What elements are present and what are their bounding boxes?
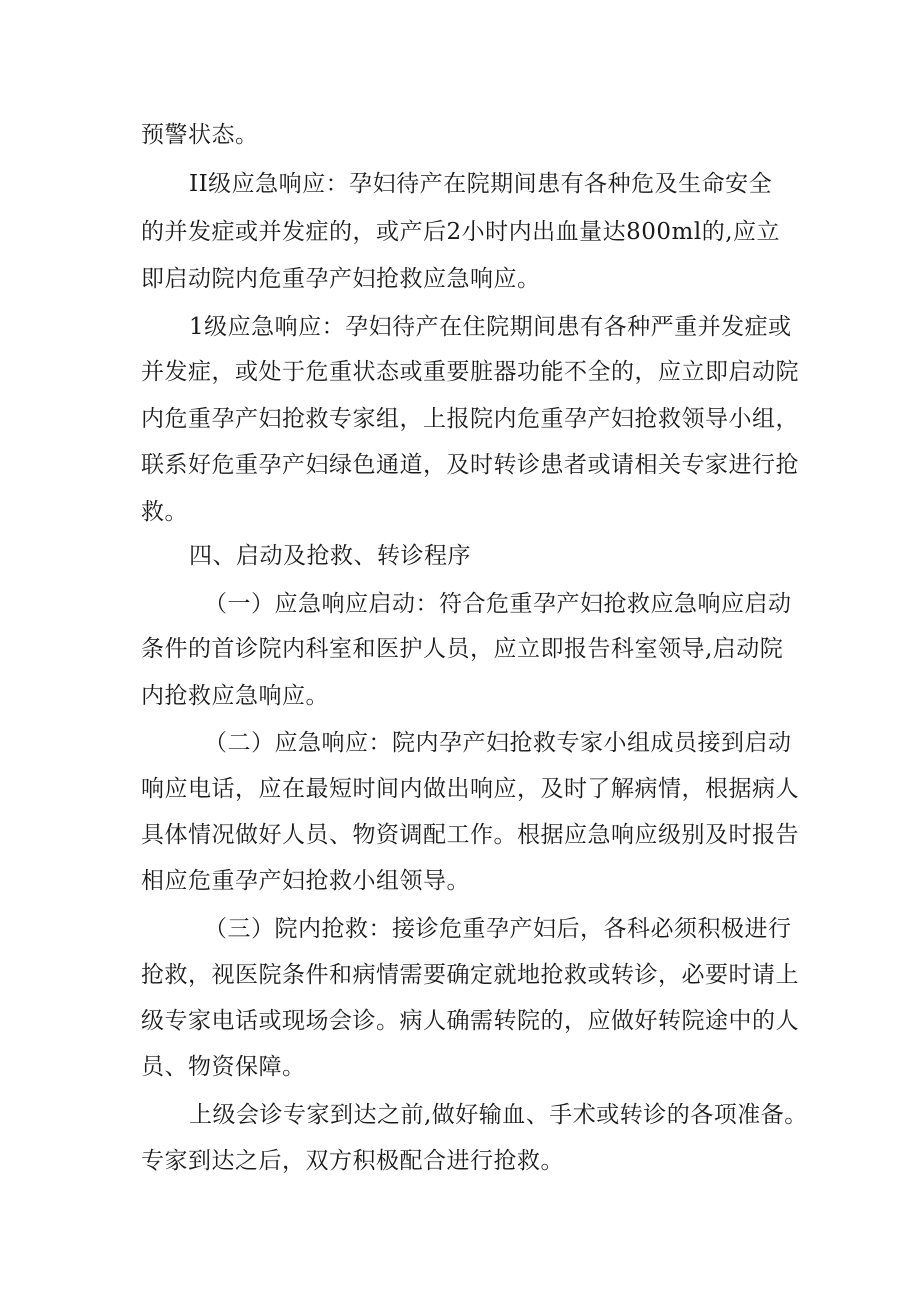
text-line: 即启动院内危重孕产妇抢救应急响应。 xyxy=(141,266,541,292)
text-line: 救。 xyxy=(141,499,188,525)
text-line: 条件的首诊院内科室和医护人员，应立即报告科室领导,启动院 xyxy=(141,636,784,662)
text-line: II级应急响应：孕妇待产在院期间患有各种危及生命安全 xyxy=(189,171,773,197)
text-line: 联系好危重孕产妇绿色通道，及时转诊患者或请相关专家进行抢 xyxy=(141,452,799,478)
text-line: 抢救，视医院条件和病情需要确定就地抢救或转诊，必要时请上 xyxy=(141,962,799,988)
text-line: 员、物资保障。 xyxy=(141,1054,306,1080)
text-line: 响应电话，应在最短时间内做出响应，及时了解病情，根据病人 xyxy=(141,776,799,802)
text-line: （三）院内抢救：接诊危重孕产妇后，各科必须积极进行 xyxy=(204,916,792,942)
text-line: （二）应急响应：院内孕产妇抢救专家小组成员接到启动 xyxy=(204,730,792,756)
text-line: 内危重孕产妇抢救专家组，上报院内危重孕产妇抢救领导小组， xyxy=(141,406,799,432)
section-heading: 四、启动及抢救、转诊程序 xyxy=(189,543,471,569)
text-line: 并发症，或处于危重状态或重要脏器功能不全的，应立即启动院 xyxy=(141,359,799,385)
text-line: 相应危重孕产妇抢救小组领导。 xyxy=(141,868,470,894)
text-line: 级专家电话或现场会诊。病人确需转院的，应做好转院途中的人 xyxy=(141,1008,799,1034)
text-line: 内抢救应急响应。 xyxy=(141,683,329,709)
text-line: 具体情况做好人员、物资调配工作。根据应急响应级别及时报告 xyxy=(141,822,799,848)
text-line: 专家到达之后，双方积极配合进行抢救。 xyxy=(141,1148,564,1174)
text-line: （一）应急响应启动：符合危重孕产妇抢救应急响应启动 xyxy=(204,591,792,617)
text-line: 的并发症或并发症的，或产后2小时内出血量达800ml的,应立 xyxy=(141,219,781,245)
text-line: 预警状态。 xyxy=(141,122,259,148)
text-line: 1级应急响应：孕妇待产在住院期间患有各种严重并发症或 xyxy=(189,314,792,340)
text-line: 上级会诊专家到达之前,做好输血、手术或转诊的各项准备。 xyxy=(189,1102,808,1128)
